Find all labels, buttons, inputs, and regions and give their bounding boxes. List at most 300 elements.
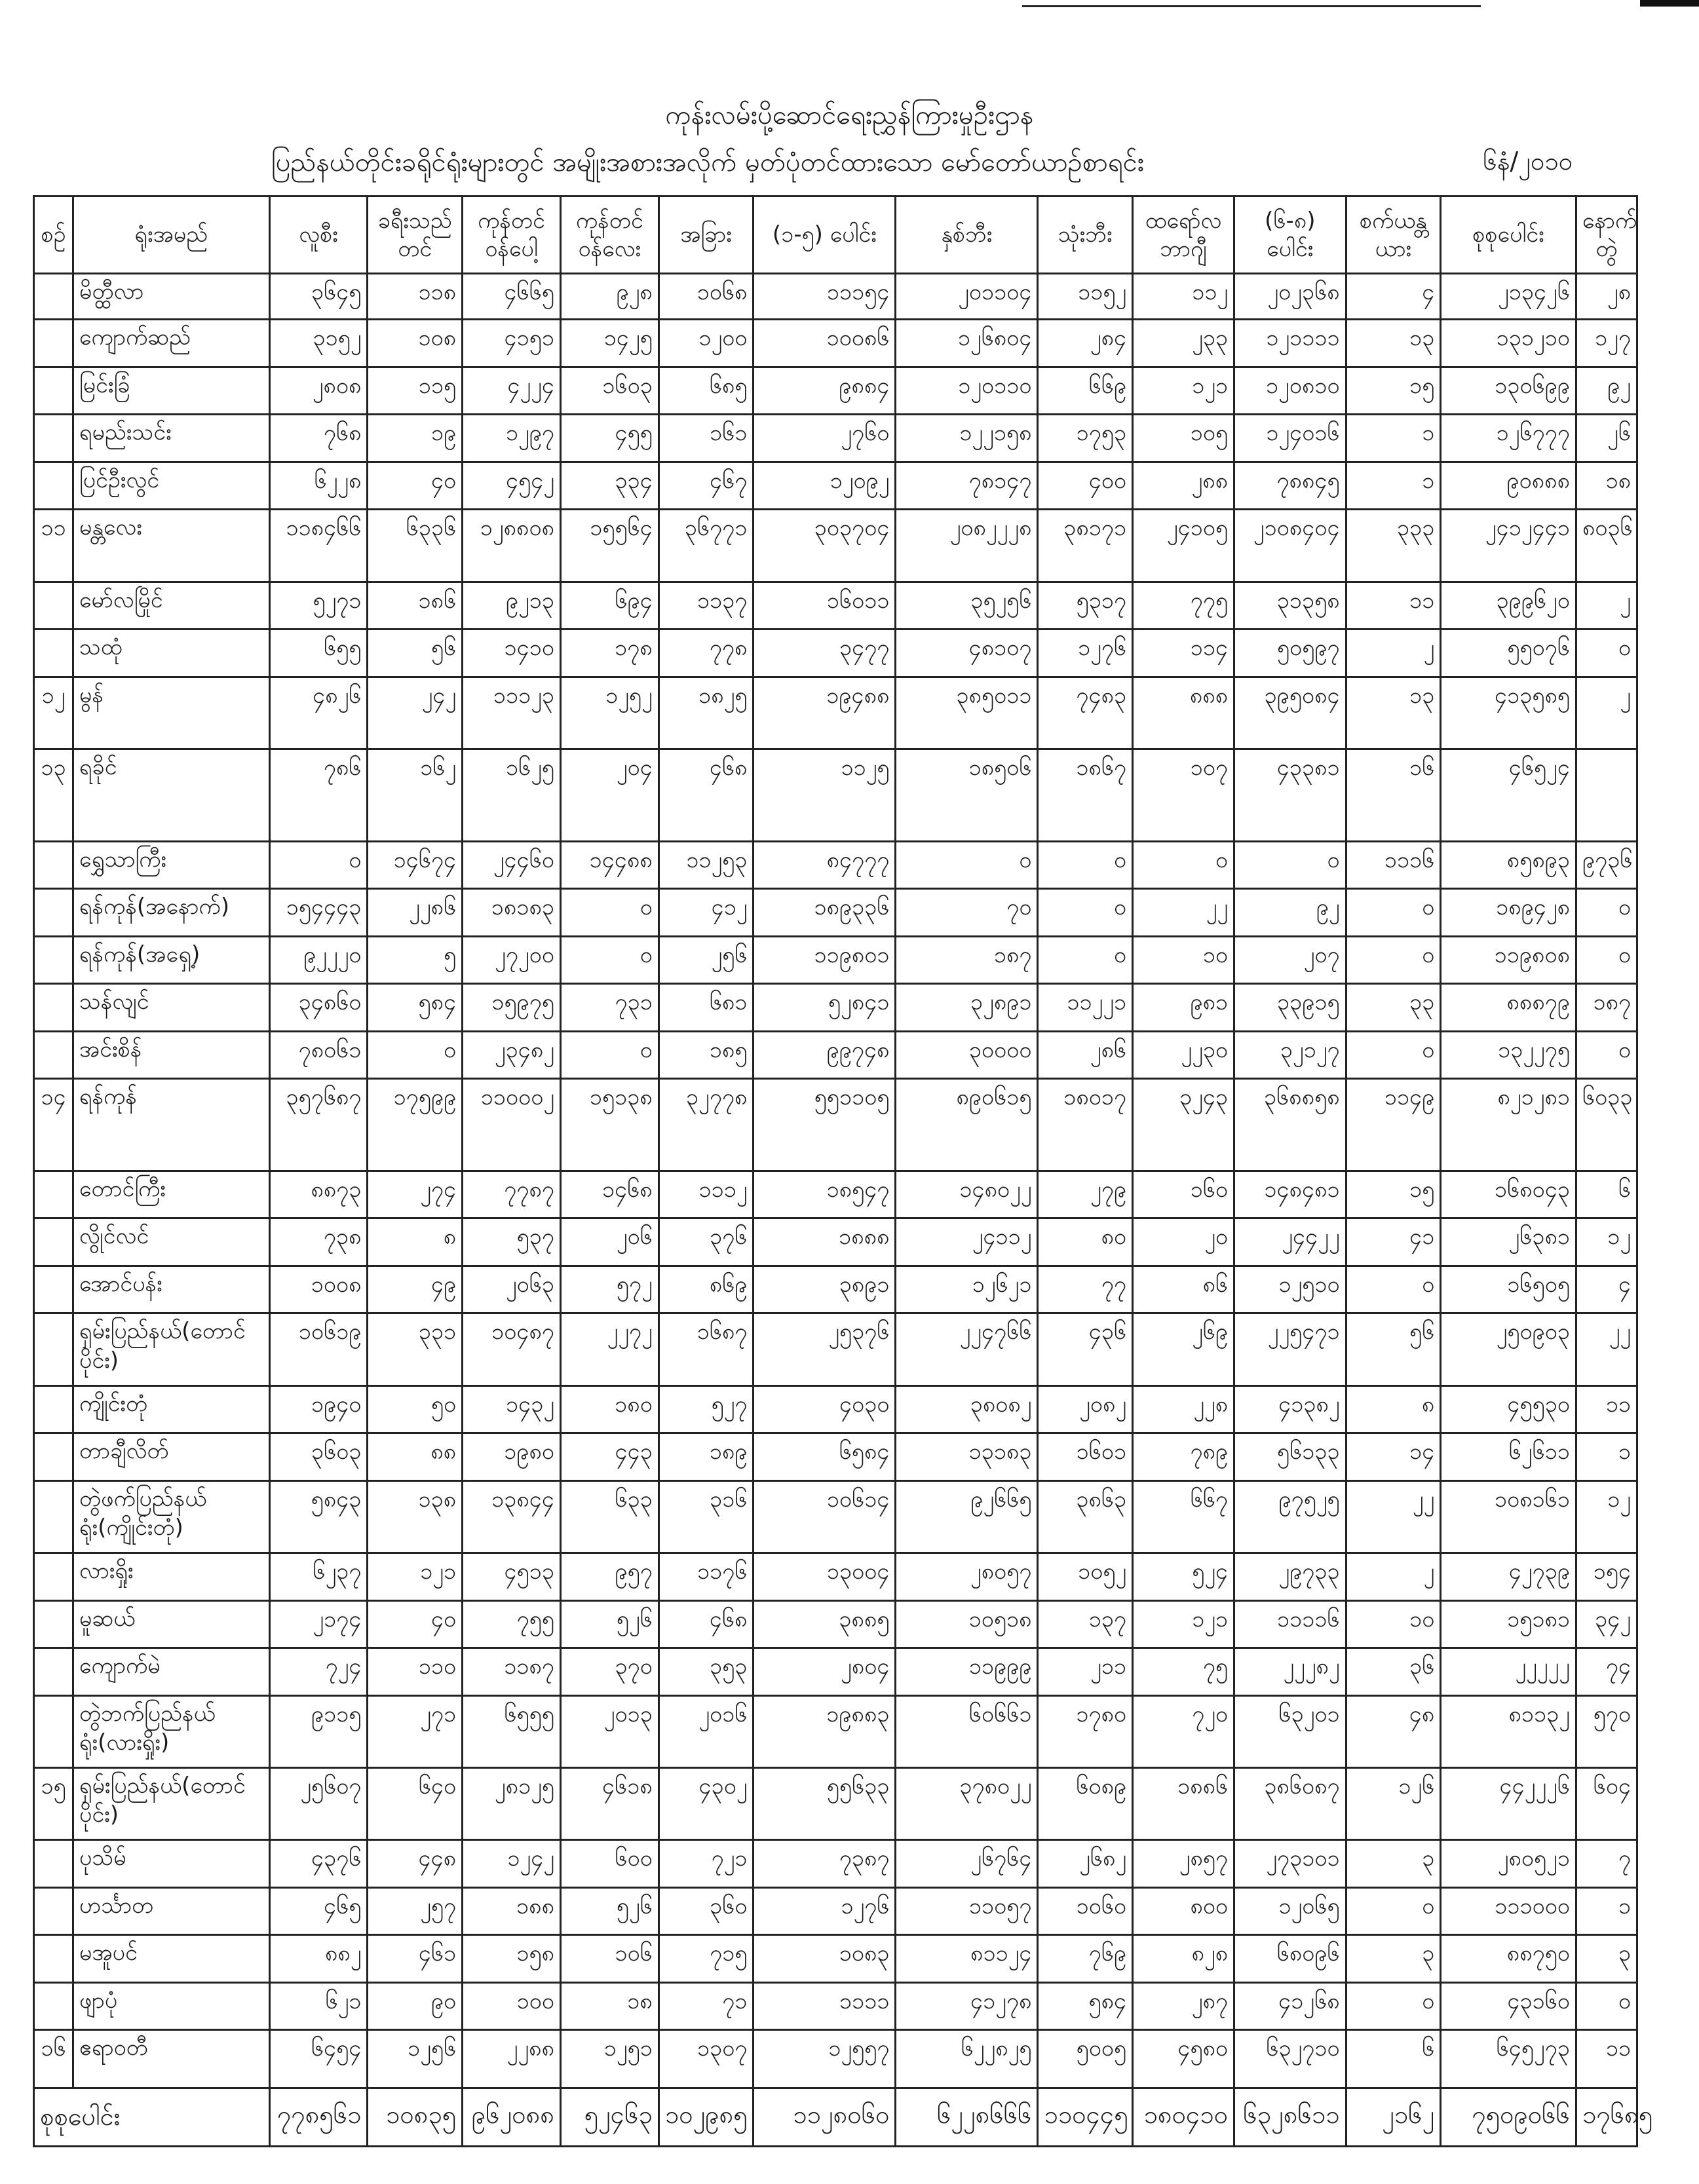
value-cell: ၀ xyxy=(560,936,659,984)
office-name-cell: ကျောက်ဆည် xyxy=(73,320,269,367)
value-cell: ၂၅၇ xyxy=(368,1887,463,1935)
value-cell: ၁၉၈၀ xyxy=(463,1433,561,1481)
table-row xyxy=(34,1313,1637,1385)
serial-cell xyxy=(34,630,73,677)
value-cell: ၁၁၁၂၃ xyxy=(463,677,561,749)
header-heavy-truck: ကုန်တင်ဝန်လေး xyxy=(560,197,659,274)
value-cell: ၉၂၂၂၀ xyxy=(269,936,368,984)
value-cell: ၁၁၁၀၀၀ xyxy=(1441,1887,1576,1935)
value-cell: ၁၁၉၉၉ xyxy=(896,1648,1038,1696)
value-cell: ၁၃၀၆၉၉ xyxy=(1441,367,1576,415)
value-cell: ၂၉၇၃၃ xyxy=(1234,1553,1346,1601)
value-cell: ၃၇၀ xyxy=(560,1648,659,1696)
value-cell: ၁၅၈ xyxy=(463,1935,561,1983)
office-name-cell: ရှမ်းပြည်နယ်(တောင်ပိုင်း) xyxy=(73,1313,269,1385)
table-row xyxy=(34,677,1637,749)
value-cell: ၅၂၇၁ xyxy=(269,582,368,630)
value-cell: ၃၇၈၀၂၂ xyxy=(896,1768,1038,1840)
value-cell: ၅၂၄ xyxy=(1133,1553,1234,1601)
value-cell: ၄၆၅၂၄ xyxy=(1441,749,1576,842)
value-cell: ၀ xyxy=(1576,1031,1637,1079)
value-cell: ၅၈၄ xyxy=(368,984,463,1032)
serial-cell xyxy=(34,320,73,367)
value-cell: ၈၀၀ xyxy=(1133,1887,1234,1935)
value-cell: ၄၁၂၆၈ xyxy=(1234,1982,1346,2030)
table-row xyxy=(34,367,1637,415)
value-cell: ၁၁၉၈၀၁ xyxy=(754,936,896,984)
document-reference: ၆နံ/၂၀၁၀ xyxy=(1483,147,1573,176)
value-cell: ၂၆ xyxy=(1576,415,1637,462)
value-cell: ၂၀၄ xyxy=(560,749,659,842)
value-cell: ၈၁၁၂၄ xyxy=(896,1935,1038,1983)
value-cell: ၇၃၁ xyxy=(560,984,659,1032)
value-cell: ၄၀၀ xyxy=(1038,462,1133,510)
value-cell: ၁၀၀၈၆ xyxy=(754,320,896,367)
value-cell: ၅၆၁၃၃ xyxy=(1234,1433,1346,1481)
value-cell: ၅၂၈၄၁ xyxy=(754,984,896,1032)
value-cell: ၁၆၀၁၁ xyxy=(754,582,896,630)
value-cell: ၇၇၈၇ xyxy=(463,1171,561,1218)
value-cell: ၆၄၀ xyxy=(368,1768,463,1840)
value-cell: ၀ xyxy=(1576,889,1637,937)
value-cell: ၆၂၂၈ xyxy=(269,462,368,510)
value-cell: ၉၈၈၄ xyxy=(754,367,896,415)
value-cell: ၈၈၇၃ xyxy=(269,1171,368,1218)
office-name-cell: မိတ္ထီလာ xyxy=(73,274,269,320)
value-cell: ၁၀၀၈ xyxy=(269,1266,368,1313)
value-cell: ၃၁၃၅၈ xyxy=(1234,582,1346,630)
total-value-cell: ၁၀၈၃၅ xyxy=(368,2088,463,2147)
value-cell: ၁၂၁ xyxy=(368,1553,463,1601)
value-cell: ၅၂၆ xyxy=(560,1600,659,1648)
value-cell: ၁၈ xyxy=(1576,462,1637,510)
value-cell: ၃၆ xyxy=(1346,1648,1441,1696)
table-row xyxy=(34,415,1637,462)
value-cell: ၁၆၂၅ xyxy=(463,749,561,842)
value-cell: ၆၅၈၄ xyxy=(754,1433,896,1481)
value-cell: ၂၀၈၂ xyxy=(1038,1385,1133,1433)
value-cell: ၃ xyxy=(1576,1935,1637,1983)
value-cell: ၃၄၇၇ xyxy=(754,630,896,677)
value-cell: ၂၇၂၀၀ xyxy=(463,936,561,984)
value-cell: ၇၂၀ xyxy=(1133,1695,1234,1767)
value-cell: ၁၀၈ xyxy=(368,320,463,367)
value-cell: ၁၂၅၂ xyxy=(560,677,659,749)
value-cell: ၂၄၁၀၅ xyxy=(1133,510,1234,582)
value-cell: ၁၆၀ xyxy=(1133,1171,1234,1218)
value-cell: ၃၅၇၆၈၇ xyxy=(269,1079,368,1171)
value-cell: ၆ xyxy=(1576,1171,1637,1218)
value-cell: ၈၈၇၅၀ xyxy=(1441,1935,1576,1983)
value-cell: ၂၁၃၄၂၆ xyxy=(1441,274,1576,320)
value-cell: ၂၂၈၆ xyxy=(368,889,463,937)
value-cell: ၂၃၃ xyxy=(1133,320,1234,367)
value-cell: ၉၀၈၈၈ xyxy=(1441,462,1576,510)
value-cell: ၂၂၃၀ xyxy=(1133,1031,1234,1079)
value-cell: ၁၄၄၈၈ xyxy=(560,841,659,889)
value-cell: ၂၀၆၃ xyxy=(463,1266,561,1313)
value-cell: ၀ xyxy=(1038,936,1133,984)
office-name-cell: ရှမ်းပြည်နယ်(တောင်ပိုင်း) xyxy=(73,1768,269,1840)
value-cell: ၁၀၅၁၈ xyxy=(896,1600,1038,1648)
value-cell: ၁၉ xyxy=(368,415,463,462)
value-cell: ၃၈၉၁ xyxy=(754,1266,896,1313)
value-cell: ၄၈ xyxy=(1346,1695,1441,1767)
value-cell: ၁၅၁၈၁ xyxy=(1441,1600,1576,1648)
value-cell: ၁၅၉၇၅ xyxy=(463,984,561,1032)
value-cell: ၁၂၆ xyxy=(1346,1768,1441,1840)
value-cell: ၉၈၁ xyxy=(1133,984,1234,1032)
total-value-cell: ၁၇၆၈၅ xyxy=(1576,2088,1637,2147)
table-row xyxy=(34,1171,1637,1218)
table-row xyxy=(34,1385,1637,1433)
table-row xyxy=(34,2030,1637,2088)
value-cell: ၇၇၅ xyxy=(1133,582,1234,630)
value-cell: ၁ xyxy=(1576,1433,1637,1481)
value-cell: ၄၃၁၆၀ xyxy=(1441,1982,1576,2030)
value-cell: ၄၂၇၃၉ xyxy=(1441,1553,1576,1601)
value-cell: ၁၈၉၄၂၈ xyxy=(1441,889,1576,937)
value-cell: ၀ xyxy=(1576,936,1637,984)
value-cell: ၁၈၉၃၃၆ xyxy=(754,889,896,937)
table-row xyxy=(34,1648,1637,1696)
value-cell: ၄၅၄၂ xyxy=(463,462,561,510)
value-cell: ၄၃၃၈၁ xyxy=(1234,749,1346,842)
header-machinery: စက်ယန္တယား xyxy=(1346,197,1441,274)
value-cell: ၁၂၅၆ xyxy=(368,2030,463,2088)
value-cell: ၄၀၃၀ xyxy=(754,1385,896,1433)
value-cell: ၈၈ xyxy=(368,1433,463,1481)
value-cell: ၄၁၅၁ xyxy=(463,320,561,367)
value-cell: ၆၆၉ xyxy=(1038,367,1133,415)
header-two-wheel: နှစ်ဘီး xyxy=(896,197,1038,274)
value-cell: ၀ xyxy=(560,889,659,937)
value-cell: ၅၈၄၃ xyxy=(269,1480,368,1553)
value-cell: ၅၆ xyxy=(368,630,463,677)
value-cell: ၇၄၈၃ xyxy=(1038,677,1133,749)
table-row xyxy=(34,1982,1637,2030)
value-cell: ၈၈၂ xyxy=(269,1935,368,1983)
value-cell: ၂၈ xyxy=(1576,274,1637,320)
value-cell: ၂၇၉ xyxy=(1038,1171,1133,1218)
value-cell: ၅ xyxy=(368,936,463,984)
value-cell: ၉၅၇ xyxy=(560,1553,659,1601)
total-value-cell: ၇၅၀၉၀၆၆ xyxy=(1441,2088,1576,2147)
value-cell: ၅၅၀၇၆ xyxy=(1441,630,1576,677)
value-cell: ၆၈၁ xyxy=(659,984,754,1032)
value-cell: ၁၅၄၄၄၃ xyxy=(269,889,368,937)
table-row xyxy=(34,889,1637,937)
value-cell: ၁၁၈၇ xyxy=(463,1648,561,1696)
value-cell: ၁၃၈၄၄ xyxy=(463,1480,561,1553)
value-cell: ၁၉၄၈၈ xyxy=(754,677,896,749)
value-cell: ၄၁၂ xyxy=(659,889,754,937)
value-cell: ၅၀၅၉၇ xyxy=(1234,630,1346,677)
value-cell: ၁၁၃၇ xyxy=(659,582,754,630)
value-cell: ၃၈၆၀၈၇ xyxy=(1234,1768,1346,1840)
value-cell: ၈၈၈ xyxy=(1133,677,1234,749)
value-cell: ၃၄၂ xyxy=(1576,1600,1637,1648)
serial-cell xyxy=(34,889,73,937)
office-name-cell: မြင်းခြံ xyxy=(73,367,269,415)
value-cell: ၁၁၈ xyxy=(368,274,463,320)
value-cell: ၁၁၀ xyxy=(368,1648,463,1696)
value-cell: ၁၀၈၁၆၁ xyxy=(1441,1480,1576,1553)
value-cell: ၇၇၈ xyxy=(659,630,754,677)
value-cell: ၂၇၁ xyxy=(368,1695,463,1767)
header-subtotal-1-5: (၁-၅) ပေါင်း xyxy=(754,197,896,274)
value-cell: ၂၀၇ xyxy=(1234,936,1346,984)
office-name-cell: မွန် xyxy=(73,677,269,749)
value-cell: ၂၆၉ xyxy=(1133,1313,1234,1385)
value-cell: ၇၀ xyxy=(896,889,1038,937)
value-cell: ၄၆၈ xyxy=(659,1600,754,1648)
value-cell: ၁၃၈ xyxy=(368,1480,463,1553)
table-row xyxy=(34,1768,1637,1840)
value-cell: ၂၀၁၆ xyxy=(659,1695,754,1767)
value-cell: ၂၈၄ xyxy=(1038,320,1133,367)
value-cell: ၃၆၇၇၁ xyxy=(659,510,754,582)
total-value-cell: ၂၁၆၂ xyxy=(1346,2088,1441,2147)
value-cell: ၇၄ xyxy=(1576,1648,1637,1696)
value-cell: ၀ xyxy=(1346,889,1441,937)
value-cell: ၅၀ xyxy=(368,1385,463,1433)
office-name-cell: ရခိုင် xyxy=(73,749,269,842)
value-cell: ၁၂၀၉၂ xyxy=(754,462,896,510)
value-cell: ၂၄၄၆၀ xyxy=(463,841,561,889)
office-name-cell: ကျိုင်းတုံ xyxy=(73,1385,269,1433)
value-cell: ၀ xyxy=(560,1031,659,1079)
value-cell: ၂၁၀၈၄၀၄ xyxy=(1234,510,1346,582)
value-cell: ၆၄၅၂၇၃ xyxy=(1441,2030,1576,2088)
value-cell: ၁၁၀၀၀၂ xyxy=(463,1079,561,1171)
value-cell: ၁၈၇ xyxy=(896,936,1038,984)
table-row xyxy=(34,1695,1637,1767)
value-cell: ၁၁၂ xyxy=(1133,274,1234,320)
value-cell: ၁၁၂၅၃ xyxy=(659,841,754,889)
value-cell: ၇၆၉ xyxy=(1038,1935,1133,1983)
value-cell: ၆၀၆၆၁ xyxy=(896,1695,1038,1767)
value-cell: ၇၅၅ xyxy=(463,1600,561,1648)
office-name-cell: ရန်ကုန်(အနောက်) xyxy=(73,889,269,937)
value-cell: ၀ xyxy=(1038,841,1133,889)
value-cell: ၁၄၈၄၈၁ xyxy=(1234,1171,1346,1218)
value-cell: ၂၇၆၀ xyxy=(754,415,896,462)
office-name-cell: အင်းစိန် xyxy=(73,1031,269,1079)
value-cell: ၁၇၅၉၉ xyxy=(368,1079,463,1171)
value-cell: ၁၄၃၂ xyxy=(463,1385,561,1433)
value-cell: ၁၀၆၈ xyxy=(659,274,754,320)
value-cell: ၂၅၀၉၀၃ xyxy=(1441,1313,1576,1385)
value-cell: ၅၇၂ xyxy=(560,1266,659,1313)
value-cell: ၁၂၁၁၁၁ xyxy=(1234,320,1346,367)
serial-cell: ၁၂ xyxy=(34,677,73,749)
value-cell: ၁၂၅၁၀ xyxy=(1234,1266,1346,1313)
serial-cell xyxy=(34,984,73,1032)
value-cell: ၁၁၂၅ xyxy=(754,749,896,842)
scan-line-mark xyxy=(1022,5,1481,7)
value-cell: ၁ xyxy=(1576,1887,1637,1935)
value-cell: ၇၈၆ xyxy=(269,749,368,842)
value-cell: ၉၇၅၂၅ xyxy=(1234,1480,1346,1553)
value-cell: ၂၅၃၇၆ xyxy=(754,1313,896,1385)
value-cell: ၅၃၁၇ xyxy=(1038,582,1133,630)
table-row xyxy=(34,1935,1637,1983)
value-cell: ၁၅၄ xyxy=(1576,1553,1637,1601)
value-cell: ၆၅၅ xyxy=(269,630,368,677)
value-cell: ၆၂၆၁၁ xyxy=(1441,1433,1576,1481)
table-row xyxy=(34,630,1637,677)
value-cell: ၀ xyxy=(1576,630,1637,677)
value-cell: ၁၂၅၅၇ xyxy=(754,2030,896,2088)
value-cell: ၄၅၁၃ xyxy=(463,1553,561,1601)
value-cell: ၁၆၈၇ xyxy=(659,1313,754,1385)
value-cell: ၁၈၁၈၃ xyxy=(463,889,561,937)
value-cell: ၂၃၄၈၂ xyxy=(463,1031,561,1079)
value-cell: ၉၂၈ xyxy=(560,274,659,320)
value-cell: ၁၈၈၈ xyxy=(754,1218,896,1266)
value-cell: ၁၈၂၅ xyxy=(659,677,754,749)
value-cell: ၀ xyxy=(1346,1982,1441,2030)
value-cell: ၁၁၁၂ xyxy=(659,1171,754,1218)
value-cell: ၄၅၈၀ xyxy=(1133,2030,1234,2088)
value-cell: ၅၂၇ xyxy=(659,1385,754,1433)
value-cell: ၁၃၀၇ xyxy=(659,2030,754,2088)
value-cell: ၁၄၈၀၂၂ xyxy=(896,1171,1038,1218)
serial-cell xyxy=(34,462,73,510)
value-cell: ၆ xyxy=(1346,2030,1441,2088)
value-cell: ၄၄၂၂၂၆ xyxy=(1441,1768,1576,1840)
office-name-cell: ရန်ကုန် xyxy=(73,1079,269,1171)
value-cell: ၇၈၁၄၇ xyxy=(896,462,1038,510)
office-name-cell: လားရှိုး xyxy=(73,1553,269,1601)
value-cell: ၃၈၆၃ xyxy=(1038,1480,1133,1553)
serial-cell xyxy=(34,1553,73,1601)
office-name-cell: တောင်ကြီး xyxy=(73,1171,269,1218)
table-row xyxy=(34,1887,1637,1935)
serial-cell xyxy=(34,1840,73,1888)
value-cell: ၂ xyxy=(1346,630,1441,677)
value-cell: ၄၉ xyxy=(368,1266,463,1313)
value-cell: ၇၈၀၆၁ xyxy=(269,1031,368,1079)
value-cell: ၁၆၅၀၅ xyxy=(1441,1266,1576,1313)
value-cell: ၀ xyxy=(1346,936,1441,984)
value-cell: ၁၉၄၀ xyxy=(269,1385,368,1433)
header-trailer: ထရော်လဘာဂျီ xyxy=(1133,197,1234,274)
value-cell: ၁၂၁ xyxy=(1133,1600,1234,1648)
value-cell: ၃၃၄ xyxy=(560,462,659,510)
value-cell: ၁၀၀ xyxy=(463,1982,561,2030)
value-cell: ၁၅၅၆၄ xyxy=(560,510,659,582)
header-trailer-attached: နောက်တွဲ xyxy=(1576,197,1637,274)
value-cell xyxy=(1576,749,1637,842)
value-cell: ၄၅၅ xyxy=(560,415,659,462)
serial-cell: ၁၄ xyxy=(34,1079,73,1171)
value-cell: ၆၆၇ xyxy=(1133,1480,1234,1553)
value-cell: ၂၅၆၀၇ xyxy=(269,1768,368,1840)
value-cell: ၃၂၁၂၇ xyxy=(1234,1031,1346,1079)
value-cell: ၁၈၆ xyxy=(368,582,463,630)
value-cell: ၂၂၈၈ xyxy=(463,2030,561,2088)
total-value-cell: ၅၂၄၆၃ xyxy=(560,2088,659,2147)
value-cell: ၆၉၄ xyxy=(560,582,659,630)
value-cell: ၁၇၅၃ xyxy=(1038,415,1133,462)
value-cell: ၁၀၆၀ xyxy=(1038,1887,1133,1935)
value-cell: ၂၂၅၄၇၁ xyxy=(1234,1313,1346,1385)
value-cell: ၄ xyxy=(1346,274,1441,320)
value-cell: ၁၂၈၈၀၈ xyxy=(463,510,561,582)
value-cell: ၉၀ xyxy=(368,1982,463,2030)
value-cell: ၁၃ xyxy=(1346,320,1441,367)
value-cell: ၁၄ xyxy=(1346,1433,1441,1481)
value-cell: ၇၇ xyxy=(1038,1266,1133,1313)
value-cell: ၂၈၀၄ xyxy=(754,1648,896,1696)
value-cell: ၁၂၇၆ xyxy=(1038,630,1133,677)
value-cell: ၂၈၅၇ xyxy=(1133,1840,1234,1888)
value-cell: ၁၃၂၂၇၅ xyxy=(1441,1031,1576,1079)
value-cell: ၆၃၃ xyxy=(560,1480,659,1553)
value-cell: ၄၅၅၃၀ xyxy=(1441,1385,1576,1433)
value-cell: ၃၉၅၀၈၄ xyxy=(1234,677,1346,749)
value-cell: ၆၂၃၇ xyxy=(269,1553,368,1601)
value-cell: ၁၁၉၈၀၈ xyxy=(1441,936,1576,984)
value-cell: ၄၄၈ xyxy=(368,1840,463,1888)
value-cell: ၄၂၂၄ xyxy=(463,367,561,415)
table-row xyxy=(34,274,1637,320)
value-cell: ၃၆၀ xyxy=(659,1887,754,1935)
total-value-cell: ၇၇၈၅၆၁ xyxy=(269,2088,368,2147)
document-title: ကုန်းလမ်းပို့ဆောင်ရေးညွှန်ကြားမှုဦးဌာန xyxy=(665,100,1034,130)
table-row xyxy=(34,984,1637,1032)
value-cell: ၀ xyxy=(1346,1887,1441,1935)
serial-cell xyxy=(34,1695,73,1767)
value-cell: ၅၀၀၅ xyxy=(1038,2030,1133,2088)
value-cell: ၄၆၆၅ xyxy=(463,274,561,320)
value-cell: ၂၀၈၂၂၂၈ xyxy=(896,510,1038,582)
value-cell: ၁၆ xyxy=(1346,749,1441,842)
value-cell: ၀ xyxy=(896,841,1038,889)
serial-cell xyxy=(34,1935,73,1983)
value-cell: ၈၀ xyxy=(1038,1218,1133,1266)
value-cell: ၁၁၀၅၇ xyxy=(896,1887,1038,1935)
value-cell: ၁၀၅ xyxy=(1133,415,1234,462)
value-cell: ၃၆၄၅ xyxy=(269,274,368,320)
value-cell: ၁၃ xyxy=(1346,677,1441,749)
value-cell: ၄၄၃ xyxy=(560,1433,659,1481)
total-label: စုစုပေါင်း xyxy=(34,2088,270,2147)
value-cell: ၃၀၀၀၀ xyxy=(896,1031,1038,1079)
value-cell: ၃၆၀၃ xyxy=(269,1433,368,1481)
value-cell: ၁၃၁၈၃ xyxy=(896,1433,1038,1481)
value-cell: ၈၉၀၆၁၅ xyxy=(896,1079,1038,1171)
table-row xyxy=(34,749,1637,842)
table-row xyxy=(34,1218,1637,1266)
value-cell: ၁၀ xyxy=(1346,1600,1441,1648)
value-cell: ၂၄၁၁၂ xyxy=(896,1218,1038,1266)
value-cell: ၁ xyxy=(1346,462,1441,510)
value-cell: ၂၄၄၂၂ xyxy=(1234,1218,1346,1266)
value-cell: ၁၁၈၄၆၆ xyxy=(269,510,368,582)
value-cell: ၁၈၀၁၇ xyxy=(1038,1079,1133,1171)
table-header-row xyxy=(34,197,1637,274)
total-value-cell: ၉၆၂၀၈၈ xyxy=(463,2088,561,2147)
value-cell: ၂၈၁၂၅ xyxy=(463,1768,561,1840)
serial-cell xyxy=(34,1313,73,1385)
value-cell: ၇၁၅ xyxy=(659,1935,754,1983)
value-cell: ၂၇၃၁၀၁ xyxy=(1234,1840,1346,1888)
value-cell: ၂၀ xyxy=(1133,1218,1234,1266)
value-cell: ၁၀၆၁၄ xyxy=(754,1480,896,1553)
